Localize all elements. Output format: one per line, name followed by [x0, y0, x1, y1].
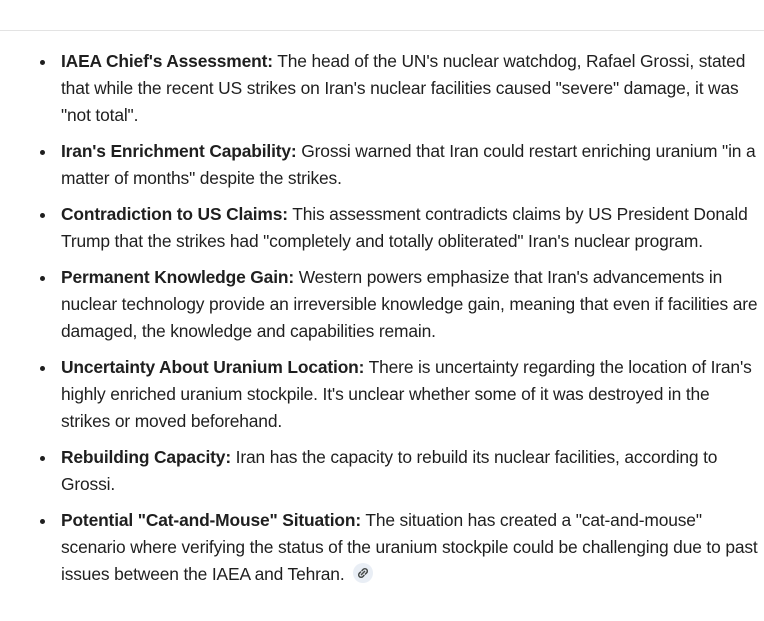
bullet-dot [40, 276, 45, 281]
bullet-text: The situation has created a "cat-and-mouse" scenario where verifying the status of the uranium stockpile could be challenging due to past issues between the IAEA and Tehran. [61, 510, 758, 584]
bullet-item-rebuilding-capacity [0, 444, 764, 498]
bullet-title: Contradiction to US Claims: [61, 204, 288, 224]
bullet-item-uranium-location [0, 354, 764, 435]
bullet-title: Potential "Cat-and-Mouse" Situation: [61, 510, 361, 530]
bullet-text: The head of the UN's nuclear watchdog, Rafael Grossi, stated that while the recent US strikes on Iran's nuclear facilities caused "severe" damage, it was "not total". [61, 51, 746, 125]
bullet-item-iaea-assessment [0, 48, 764, 129]
bullet-text: Grossi warned that Iran could restart enriching uranium "in a matter of months" despite the strikes. [61, 141, 756, 188]
link-icon [357, 567, 369, 579]
bullet-dot [40, 456, 45, 461]
bullet-text: This assessment contradicts claims by US President Donald Trump that the strikes had "completely and totally obliterated" Iran's nuclear program. [61, 204, 748, 251]
bullet-text: Iran has the capacity to rebuild its nuclear facilities, according to Grossi. [61, 447, 718, 494]
bullet-item-cat-and-mouse [0, 507, 764, 588]
bullet-title: IAEA Chief's Assessment: [61, 51, 273, 71]
bullet-dot [40, 366, 45, 371]
bullet-text: Western powers emphasize that Iran's advancements in nuclear technology provide an irreversible knowledge gain, meaning that even if facilities are damaged, the knowledge and capabilities remain. [61, 267, 758, 341]
bullet-dot [40, 519, 45, 524]
bullet-title: Iran's Enrichment Capability: [61, 141, 297, 161]
bullet-item-knowledge-gain [0, 264, 764, 345]
bullet-dot [40, 60, 45, 65]
bullet-item-enrichment-capability [0, 138, 764, 192]
top-divider [0, 30, 764, 31]
bullet-text: There is uncertainty regarding the location of Iran's highly enriched uranium stockpile. It's unclear whether some of it was destroyed in the strikes or moved beforehand. [61, 357, 752, 431]
source-link-chip[interactable] [353, 563, 373, 583]
bullet-title: Rebuilding Capacity: [61, 447, 231, 467]
bullet-title: Uncertainty About Uranium Location: [61, 357, 365, 377]
bullet-title: Permanent Knowledge Gain: [61, 267, 294, 287]
summary-bullet-list [0, 48, 764, 597]
bullet-dot [40, 213, 45, 218]
bullet-dot [40, 150, 45, 155]
bullet-item-contradiction-us-claims [0, 201, 764, 255]
